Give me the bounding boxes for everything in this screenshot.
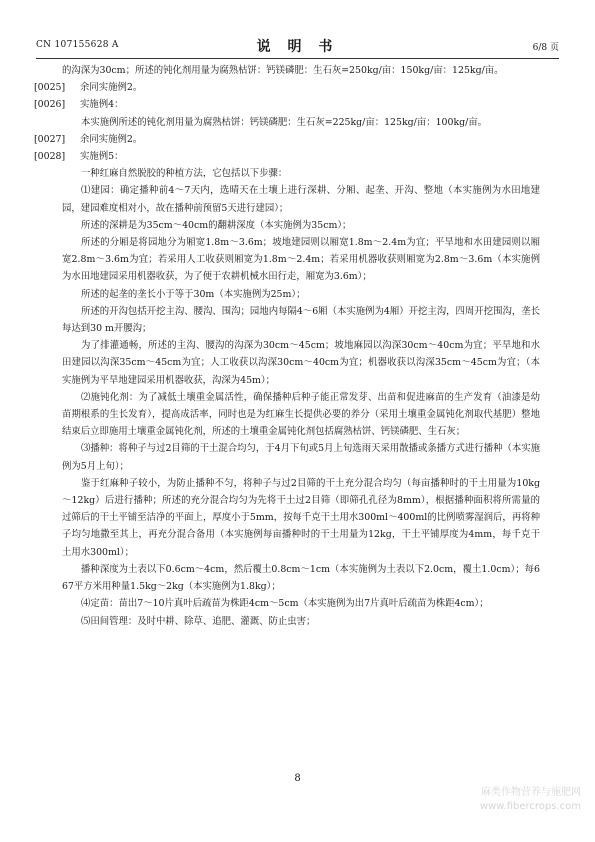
paragraph: 播种深度为土表以下0.6cm～4cm，然后覆土0.8cm～1cm（本实施例为土表以下2.0cm，覆土1.0cm）；每667平方米用种量1.5kg～2kg（本实施例为1.8kg）； — [62, 563, 540, 593]
paragraph: ⑴建园：确定播种前4～7天内，选晴天在土壤上进行深耕、分厢、起垄、开沟、整地（本实施例为水田地建园，建园难度相对小，故在播种前预留5天进行建园）； — [62, 185, 540, 214]
paragraph-number: [0026] — [34, 99, 66, 111]
watermark-url: www.fibercrops.com — [479, 801, 581, 812]
document-title: 说 明 书 — [256, 39, 339, 55]
page-number: 8 — [294, 773, 301, 784]
paragraph-number: [0025] — [34, 82, 66, 94]
watermark — [480, 786, 581, 814]
header-divider — [36, 58, 559, 59]
body-text — [34, 62, 540, 630]
paragraph: [0028] 实施例5： — [62, 148, 540, 165]
paragraph: 所述的深耕是为35cm～40cm的翻耕深度（本实施例为35cm）； — [81, 219, 352, 231]
paragraph: ⑸田间管理：及时中耕、除草、追肥、灌溉、防止虫害； — [81, 615, 316, 627]
paragraph: 所述的起垄的垄长小于等于30m（本实施例为25m）； — [81, 288, 306, 300]
paragraph: 的沟深为30cm；所述的钝化剂用量为腐熟枯饼：钙镁磷肥：生石灰=250kg/亩：150kg/亩：125kg/亩。 — [62, 65, 504, 76]
paragraph: ⑵施钝化剂：为了减低土壤重金属活性，确保播种后种子能正常发芽、出苗和促进麻苗的生产发育（油漆是幼苗期根系的生长发育），提高成活率，同时也是为红麻生长提供必要的养分（采用土壤重金属钝化剂取代基肥）整地结束后立即施用土壤重金属钝化剂，所述的土壤重金属钝化剂包括腐熟枯饼、钙镁磷肥、生石灰； — [62, 391, 540, 438]
paragraph: 一种红麻自然脱胶的种植方法，它包括以下步骤： — [81, 168, 288, 180]
paragraph-number: [0027] — [34, 133, 66, 145]
paragraph: 所述的开沟包括开挖主沟、腰沟、围沟；园地内每隔4～6厢（本实施例为4厢）开挖主沟，四周开挖围沟，垄长每达到30 m开腰沟； — [62, 305, 540, 335]
paragraph: 本实施例所述的钝化剂用量为腐熟枯饼：钙镁磷肥：生石灰=225kg/亩：125kg/亩：100kg/亩。 — [81, 116, 488, 128]
page-reference: 6/8 页 — [532, 43, 559, 53]
paragraph-number: [0028] — [34, 151, 66, 163]
paragraph: 为了排灌通畅，所述的主沟、腰沟的沟深为30cm～45cm；坡地麻园以沟深30cm～40cm为宜；平旱地和水田建园以沟深35cm～45cm为宜；人工收获以沟深30cm～40cm为宜；机器收获以沟深35cm～45cm为宜；（本实施例为平旱地建园采用机器收获，沟深为45m）； — [62, 340, 540, 386]
paragraph: [0025] 余同实施例2。 — [62, 79, 540, 96]
paragraph: ⑷定苗：苗出7～10片真叶后疏苗为株距4cm～5cm（本实施例为出7片真叶后疏苗为株距4cm）； — [81, 598, 489, 610]
paragraph: 鉴于红麻种子较小，为防止播种不匀，将种子与过2目筛的干土充分混合均匀（每亩播种时的干土用量为10kg～12kg）后进行播种；所述的充分混合均匀为先将干土过2目筛（即筛孔孔径为8mm），根据播种面积将所需量的过筛后的干土平铺至洁净的平面上，厚度小于5mm，按每千克干土用水300ml～400ml的比例喷雾湿润后，再将种子均匀地撒至其上，再充分混合备用（本实施例每亩播种时的干土用量为12kg，干土平铺厚度为4mm，每千克干土用水300ml）； — [62, 477, 540, 558]
publication-number: CN 107155628 A — [36, 40, 119, 50]
paragraph: [0026] 实施例4： — [62, 96, 540, 113]
paragraph: [0027] 余同实施例2。 — [62, 131, 540, 148]
watermark-title: 麻类作物营养与施肥网 — [481, 787, 581, 798]
paragraph: 所述的分厢是将园地分为厢宽1.8m～3.6m；坡地建园则以厢宽1.8m～2.4m为宜；平旱地和水田建园则以厢宽2.8m～3.6m为宜；若采用人工收获则厢宽为1.8m～2.4m；若采用机器收获则厢宽为2.8m～3.6m（本实施例为水田地建园采用机器收获，为了便于农耕机械水田行走，厢宽为3.6m）； — [62, 237, 540, 283]
paragraph: ⑶播种：将种子与过2目筛的干土混合均匀，于4月下旬或5月上旬选雨天采用散播或条播方式进行播种（本实施例为5月上旬）； — [62, 443, 540, 472]
page-header — [36, 36, 559, 56]
